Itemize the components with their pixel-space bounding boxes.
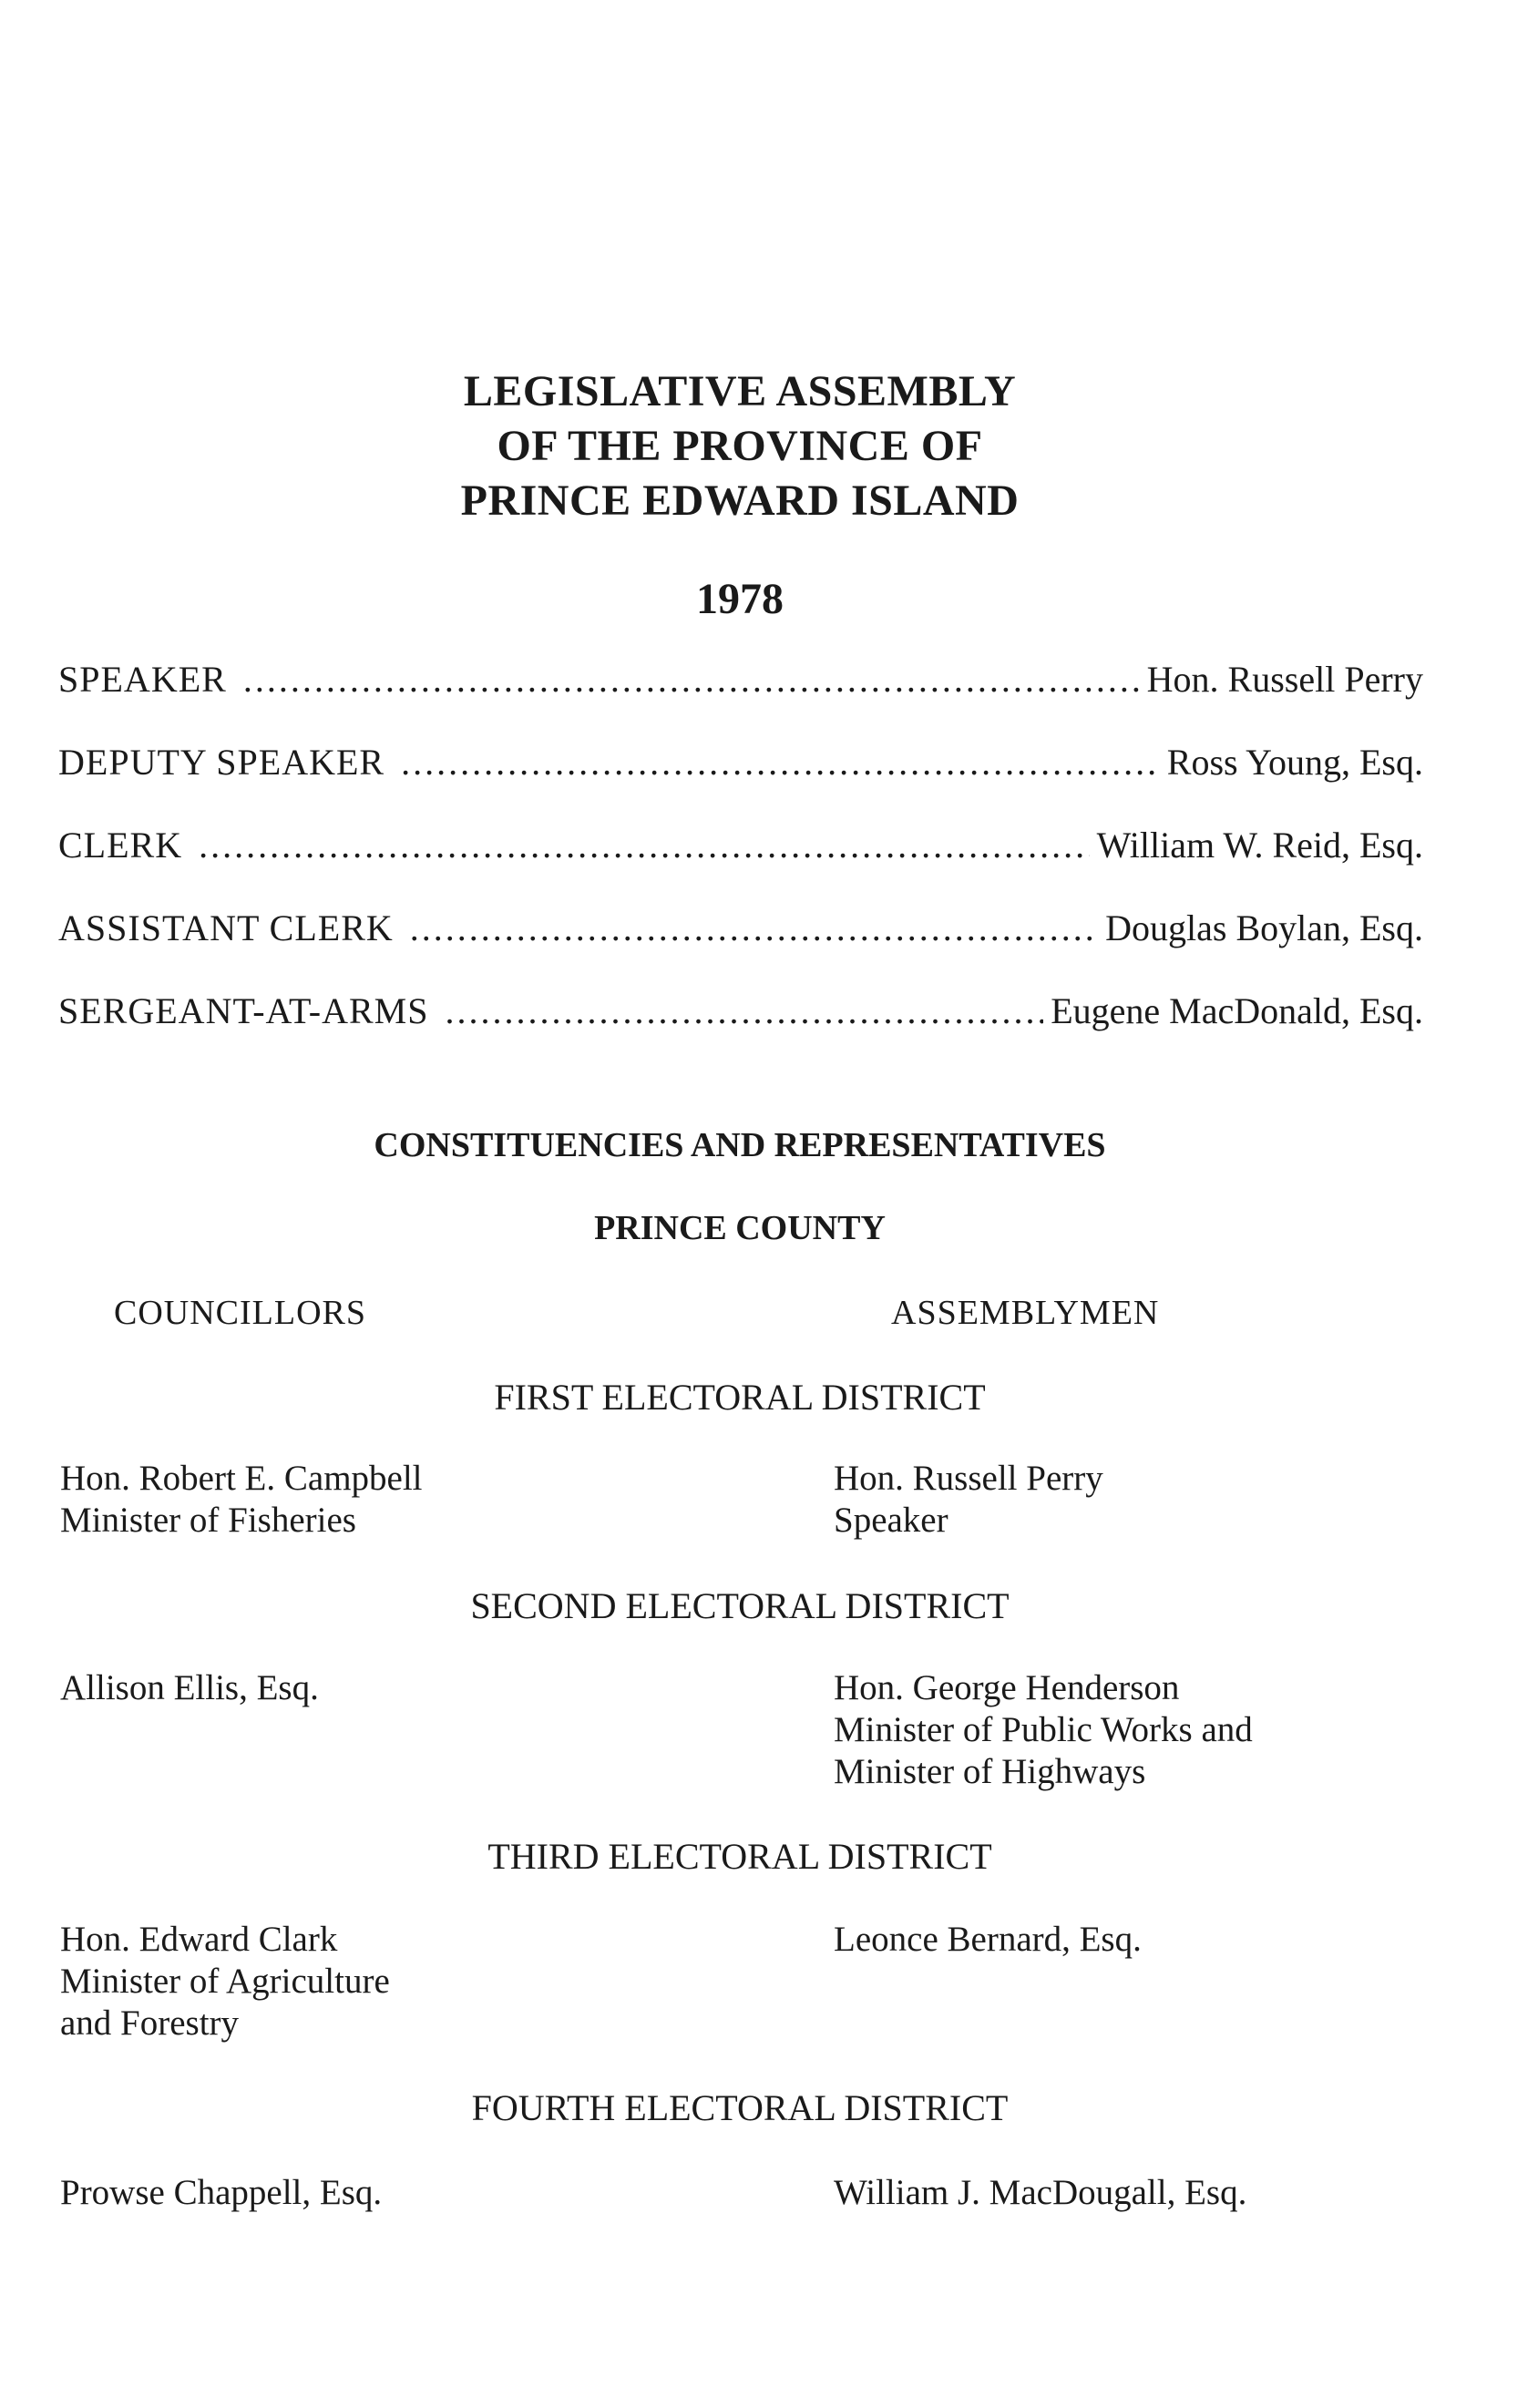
assemblyman-name: Hon. George Henderson [834,1668,1180,1707]
councillor-entry [60,1667,319,1709]
county-heading: PRINCE COUNTY [594,1209,886,1247]
assemblyman-name: Hon. Russell Perry [834,1459,1103,1498]
councillor-title: Minister of Agriculture [60,1962,390,2001]
district-heading-second: SECOND ELECTORAL DISTRICT [470,1585,1010,1626]
councillor-title: and Forestry [60,2003,240,2043]
officer-holder: Eugene MacDonald, Esq. [1051,990,1423,1031]
assemblyman-title: Speaker [834,1501,948,1540]
assemblyman-entry [834,1458,1103,1542]
councillor-name: Allison Ellis, Esq. [60,1668,319,1707]
assemblyman-entry [834,1667,1253,1793]
officer-role: SERGEANT-AT-ARMS [58,990,429,1031]
officer-holder: Douglas Boylan, Esq. [1105,907,1423,948]
column-header-councillors: COUNCILLORS [114,1294,367,1332]
officer-row-speaker [58,656,1423,739]
title-line-1: LEGISLATIVE ASSEMBLY [463,367,1017,415]
assemblyman-title: Minister of Highways [834,1752,1146,1791]
title-line-3: PRINCE EDWARD ISLAND [460,476,1020,525]
dot-leader [243,656,1140,703]
officer-row-clerk [58,822,1423,905]
officer-row-assistant-clerk [58,905,1423,988]
councillor-name: Hon. Robert E. Campbell [60,1459,423,1498]
officer-holder: William W. Reid, Esq. [1096,825,1423,866]
dot-leader [401,739,1160,786]
councillor-title: Minister of Fisheries [60,1501,356,1540]
councillor-entry [60,1458,423,1542]
district-heading-third: THIRD ELECTORAL DISTRICT [487,1836,992,1877]
dot-leader [199,822,1089,869]
officer-role: DEPUTY SPEAKER [58,742,385,783]
officer-role: CLERK [58,825,183,866]
councillor-name: Hon. Edward Clark [60,1920,338,1959]
assemblyman-name: Leonce Bernard, Esq. [834,1920,1142,1959]
document-year: 1978 [696,575,784,623]
officer-holder: Ross Young, Esq. [1166,742,1423,783]
dot-leader [410,905,1098,952]
officer-role: ASSISTANT CLERK [58,907,394,948]
officer-holder: Hon. Russell Perry [1146,659,1423,700]
assemblyman-entry [834,2172,1246,2214]
officers-list [58,656,1423,1071]
councillor-entry [60,2172,382,2214]
title-line-2: OF THE PROVINCE OF [497,422,983,470]
district-heading-first: FIRST ELECTORAL DISTRICT [494,1377,986,1418]
councillor-entry [60,1919,390,2044]
section-heading: CONSTITUENCIES AND REPRESENTATIVES [374,1126,1106,1164]
officer-role: SPEAKER [58,659,227,700]
officer-row-sergeant-at-arms [58,988,1423,1071]
assemblyman-title: Minister of Public Works and [834,1710,1253,1749]
dot-leader [445,988,1043,1035]
document-title [0,364,1480,528]
assemblyman-entry [834,1919,1142,1961]
district-heading-fourth: FOURTH ELECTORAL DISTRICT [471,2087,1009,2128]
officer-row-deputy-speaker [58,739,1423,822]
column-header-assemblymen: ASSEMBLYMEN [891,1294,1160,1332]
assemblyman-name: William J. MacDougall, Esq. [834,2173,1247,2212]
councillor-name: Prowse Chappell, Esq. [60,2173,383,2212]
